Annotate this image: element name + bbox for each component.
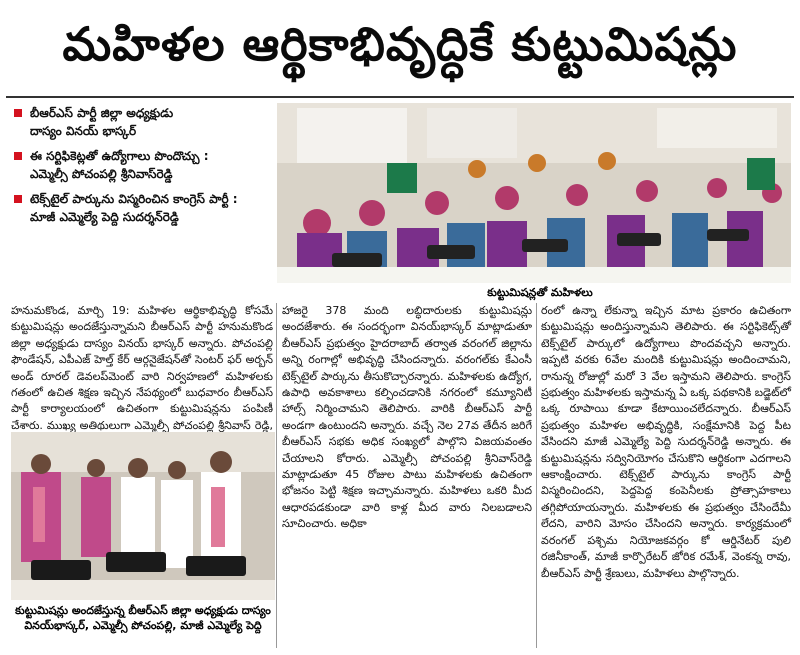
top-photo-caption: కుట్టుమిషన్లతో మహిళలు (487, 286, 593, 299)
red-square-bullet-icon (14, 152, 22, 160)
article-paragraph: హనుమకొండ, మార్చి 19: మహిళల ఆర్థికాభివృద్ధి కోసమే కుట్టుమిషన్లు అందజేస్తున్నామని బీఆర్ఎస్ పార్టీ హనుమకొండ జిల్లా అధ్యక్షుడు దాస్యం వినయ్ భాస్కర్ అన్నారు. పోచంపల్లి ఫౌండేషన్, ఎపీఎజ్ హెల్త్ కేర్ ఆర్గనైజేషన్‌తో సెంటర్ ఫర్ అర్బన్ అండ్ రూరల్ డెవలప్‌మెంట్ వారి నిర్వహణలో మహిళలకు గతంలో ఉచిత శిక్షణ ఇచ్చిన నేపథ్యంలో బుధవారం బీఆర్ఎస్ పార్టీ కార్యాలయంలో ఉచితంగా కుట్టుమిషన్లను పంపిణీ చేశారు. ముఖ్య అతిథులుగా ఎమ్మెల్సీ పోచంపల్లి శ్రీనివాస్ రెడ్డి, (11, 304, 273, 432)
article-paragraph: హాజరై 378 మంది లబ్ధిదారులకు కుట్టుమిషన్లు అందజేశారు. ఈ సందర్భంగా వినయ్‌భాస్కర్ మాట్లాడుతూ బీఆర్ఎస్ ప్రభుత్వం హైదరాబాద్ తర్వాత వరంగల్ జిల్లాను అన్ని రంగాల్లో అభివృద్ధి చేసిందన్నారు. వరంగల్‌కు కేఎంసీ టెక్స్‌టైల్ పార్కును తీసుకొచ్చారన్నారు. మహిళలకు ఉద్యోగ, ఉపాధి అవకాశాలు కల్పించడానికి నగరంలో కమ్యూనిటీ హాల్స్ నిర్మించామని తెలిపారు. వారికి బీఆర్ఎస్ పార్టీ అండగా ఉంటుందని అన్నారు. వచ్చే నెల 27వ తేదీన జరిగే బీఆర్ఎస్ సభకు అధిక సంఖ్యలో పాల్గొని విజయవంతం చేయాలని కోరారు. ఎమ్మెల్సీ పోచంపల్లి శ్రీనివాస్‌రెడ్డి మాట్లాడుతూ 45 రోజుల పాటు మహిళలకు ఉచితంగా భోజనం పెట్టి శిక్షణ ఇచ్చామన్నారు. మహిళలు ఒకరి మీద ఆధారపడకుండా వారి కాళ్ల మీద వారు నిలబడాలని సూచించారు. అధికా (282, 304, 532, 531)
bottom-photo-caption (11, 603, 275, 633)
highlight-item (14, 104, 276, 140)
highlight-line: టెక్స్‌టైల్ పార్కును విస్మరించిన కాంగ్రెస్ పార్టీ : (30, 192, 238, 206)
column-divider (276, 303, 277, 648)
article-column-1 (11, 303, 273, 451)
highlight-item (14, 147, 276, 183)
caption-line: కుట్టుమిషన్లు అందజేస్తున్న బీఆర్ఎస్ జిల్లా అధ్యక్షుడు దాస్యం (15, 604, 271, 617)
women-with-sewing-machines-photo (277, 103, 791, 283)
highlight-item (14, 190, 276, 226)
article-column-2 (282, 303, 532, 533)
highlights-box (14, 104, 276, 233)
article-column-3 (541, 303, 791, 582)
caption-line: వినయ్‌భాస్కర్, ఎమ్మెల్సీ పోచంపల్లి, మాజీ ఎమ్మెల్యే పెద్ది (24, 619, 262, 632)
article-paragraph: రంలో ఉన్నా లేకున్నా ఇచ్చిన మాట ప్రకారం ఉచితంగా కుట్టుమిషన్లు అందిస్తున్నామని తెలిపారు. ఈ సర్టిఫికెట్స్‌తో టెక్స్‌టైల్ పార్కులో ఉద్యోగాలు పొందవచ్చని అన్నారు. ఇప్పటి వరకు 6వేల మందికి కుట్టుమిషన్లు అందించామని, రానున్న రోజుల్లో మరో 3 వేల ఇస్తామని తెలిపారు. కాంగ్రెస్ ప్రభుత్వం మహిళలకు ఇస్తామన్న ఏ ఒక్క పథకానికి బడ్జెట్‌లో ఒక్క రూపాయి కూడా కేటాయించలేదన్నారు. బీఆర్ఎస్ ప్రభుత్వం మహిళల అభివృద్ధికి, సంక్షేమానికి పెద్ద పీట వేసిందని మాజీ ఎమ్మెల్యే పెద్ది సుదర్శన్‌రెడ్డి అన్నారు. ఈ కుట్టుమిషన్లను సద్వినియోగం చేసుకొని ఆర్థికంగా ఎదగాలని ఆకాంక్షించారు. టెక్స్‌టైల్ పార్కును కాంగ్రెస్ పార్టీ విస్మరించిందని, పెద్దపెద్ద కంపెనీలకు ప్రోత్సాహకాలు తగ్గిపోయాయన్నారు. మహిళలకు ఈ ప్రభుత్వం చేసిందేమీ లేదని, వారిని మోసం చేసిందని అన్నారు. కార్యక్రమంలో వరంగల్ పశ్చిమ నియోజకవర్గం కో ఆర్డినేటర్ పులి రజినీకాంత్, మాజీ కార్పొరేటర్ జోరిక రమేశ్, వెంకన్న రావు, బీఆర్ఎస్ పార్టీ శ్రేణులు, మహిళలు పాల్గొన్నారు. (541, 304, 791, 580)
headline: మహిళల ఆర్థికాభివృద్ధికే కుట్టుమిషన్లు (62, 17, 738, 71)
red-square-bullet-icon (14, 195, 22, 203)
highlight-line: మాజీ ఎమ్మెల్యే పెద్ది సుదర్శన్‌రెడ్డి (30, 210, 179, 224)
highlight-line: ఎమ్మెల్సీ పోచంపల్లి శ్రీనివాస్‌రెడ్డి (30, 167, 173, 181)
highlight-line: ఈ సర్టిఫికెట్లతో ఉద్యోగాలు పొందొచ్చు : (30, 149, 209, 163)
highlight-line: దాస్యం వినయ్ భాస్కర్ (30, 124, 137, 138)
highlight-line: బీఆర్ఎస్ పార్టీ జిల్లా అధ్యక్షుడు (30, 106, 174, 120)
red-square-bullet-icon (14, 109, 22, 117)
headline-rule (6, 96, 794, 98)
distribution-ceremony-photo (11, 432, 275, 600)
column-divider (536, 303, 537, 648)
